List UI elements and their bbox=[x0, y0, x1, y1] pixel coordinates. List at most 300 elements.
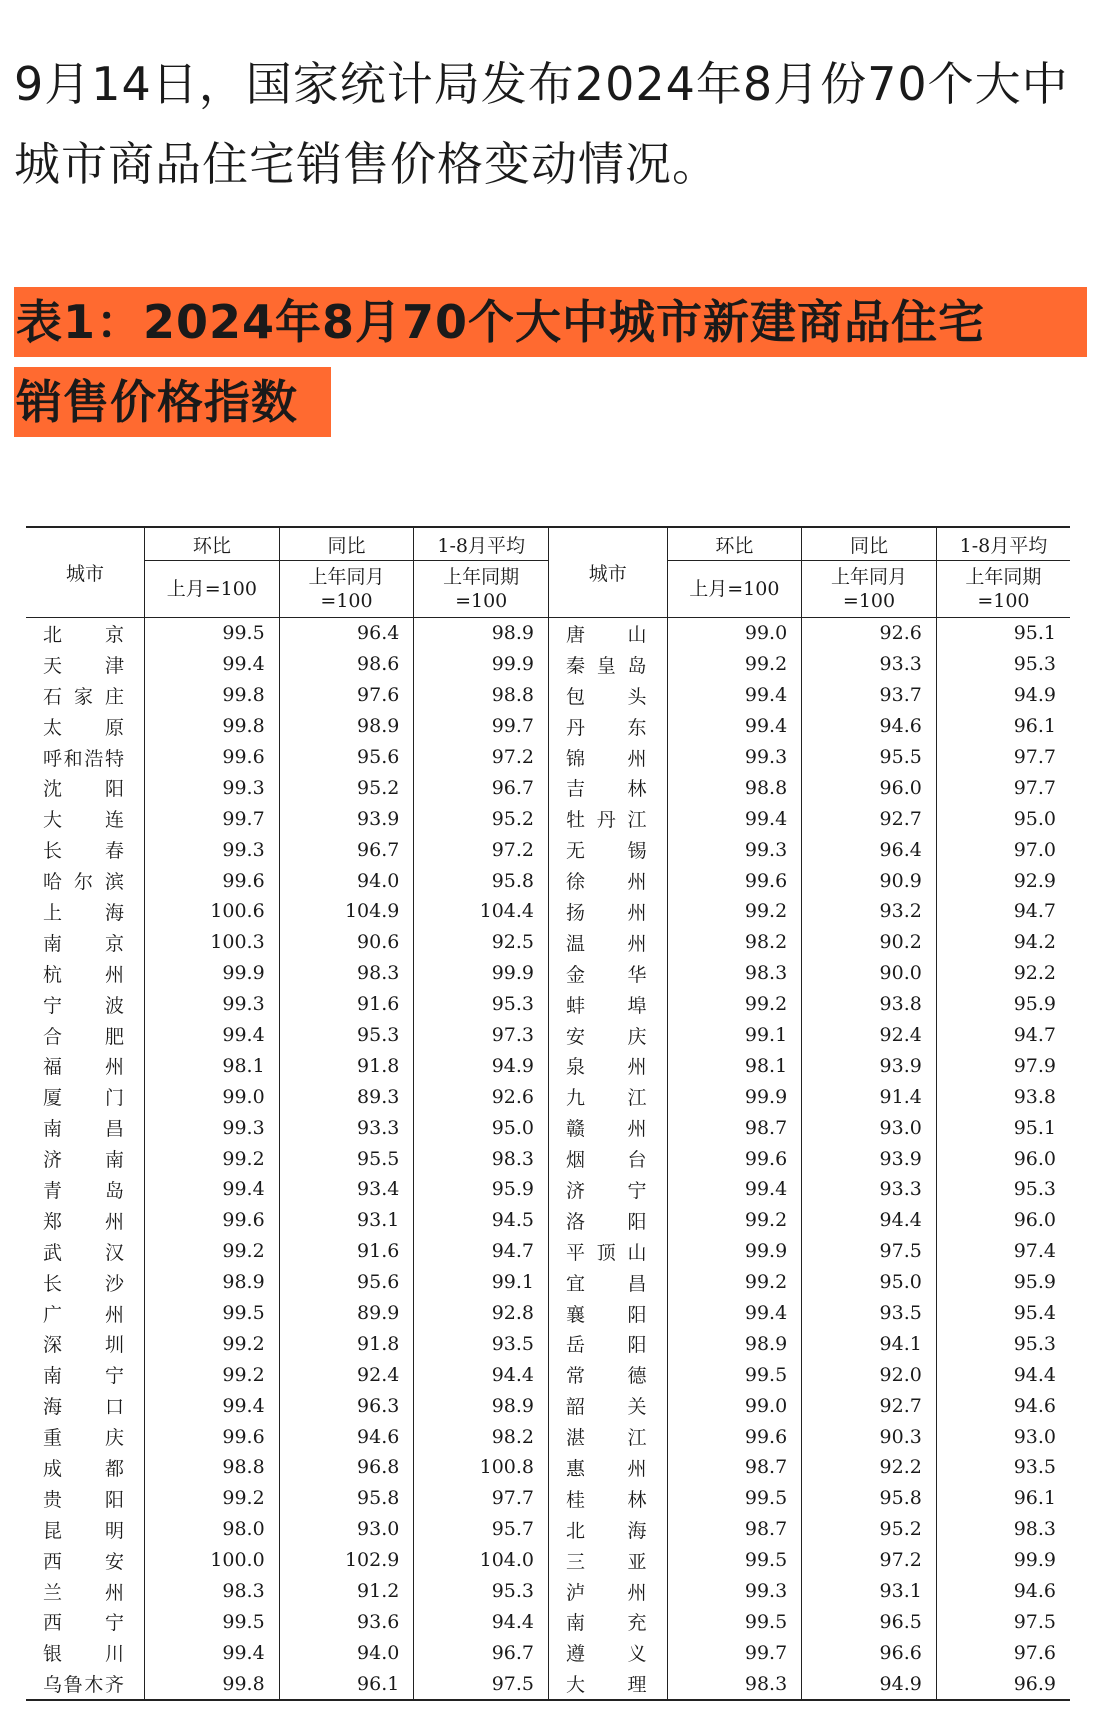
right-yoy-cell: 94.1 bbox=[802, 1328, 937, 1359]
right-mom-cell: 98.3 bbox=[667, 958, 802, 989]
left-avg-cell: 94.4 bbox=[414, 1607, 549, 1638]
left-city-cell: 深圳 bbox=[43, 1334, 124, 1357]
left-yoy-cell: 97.6 bbox=[279, 680, 414, 711]
right-avg-cell: 94.7 bbox=[936, 896, 1070, 927]
right-yoy-cell: 93.3 bbox=[802, 649, 937, 680]
avg-base-l1: 上年同期 bbox=[443, 566, 520, 588]
left-mom-cell: 99.7 bbox=[145, 803, 280, 834]
table-row bbox=[26, 1421, 1070, 1452]
right-yoy-cell: 93.9 bbox=[802, 1050, 937, 1081]
right-yoy-cell: 93.7 bbox=[802, 680, 937, 711]
right-yoy-cell: 95.5 bbox=[802, 742, 937, 773]
left-city-cell: 杭州 bbox=[43, 963, 124, 986]
right-avg-cell: 96.0 bbox=[936, 1205, 1070, 1236]
header-row-1 bbox=[26, 527, 1070, 561]
left-yoy-cell: 96.3 bbox=[279, 1390, 414, 1421]
left-avg-cell: 95.7 bbox=[414, 1514, 549, 1545]
right-avg-cell: 96.1 bbox=[936, 711, 1070, 742]
right-city-cell: 宜昌 bbox=[549, 1267, 668, 1298]
table-row bbox=[26, 1668, 1070, 1700]
right-avg-cell: 97.9 bbox=[936, 1050, 1070, 1081]
right-yoy-cell: 94.4 bbox=[802, 1205, 937, 1236]
left-city-cell: 合肥 bbox=[43, 1025, 124, 1048]
header-yoy-base-right bbox=[802, 561, 937, 618]
left-yoy-cell: 95.6 bbox=[279, 1267, 414, 1298]
left-mom-cell: 99.6 bbox=[145, 1205, 280, 1236]
right-city-cell: 牡丹江 bbox=[549, 803, 668, 834]
left-yoy-cell: 93.4 bbox=[279, 1174, 414, 1205]
right-city-cell: 吉林 bbox=[549, 772, 668, 803]
header-city-left: 城市 bbox=[26, 527, 145, 618]
right-city-cell: 包头 bbox=[549, 680, 668, 711]
left-city-cell: 北京 bbox=[43, 623, 124, 646]
right-mom-cell: 99.7 bbox=[667, 1637, 802, 1668]
right-avg-cell: 99.9 bbox=[936, 1545, 1070, 1576]
left-mom-cell: 100.0 bbox=[145, 1545, 280, 1576]
right-mom-cell: 98.7 bbox=[667, 1514, 802, 1545]
right-city-cell: 赣州 bbox=[549, 1112, 668, 1143]
right-yoy-cell: 94.6 bbox=[802, 711, 937, 742]
left-mom-cell: 98.3 bbox=[145, 1576, 280, 1607]
right-city-cell: 北海 bbox=[549, 1514, 668, 1545]
left-mom-cell: 99.0 bbox=[145, 1081, 280, 1112]
table-title-line-2: 销售价格指数 bbox=[14, 367, 331, 437]
left-city-cell: 银川 bbox=[43, 1643, 124, 1666]
right-mom-cell: 99.6 bbox=[667, 1143, 802, 1174]
left-yoy-cell: 96.1 bbox=[279, 1668, 414, 1700]
right-mom-cell: 99.3 bbox=[667, 834, 802, 865]
right-mom-cell: 99.2 bbox=[667, 1267, 802, 1298]
header-mom-base-left: 上月=100 bbox=[145, 561, 280, 618]
right-mom-cell: 98.7 bbox=[667, 1112, 802, 1143]
left-avg-cell: 94.4 bbox=[414, 1359, 549, 1390]
left-city-cell: 西安 bbox=[43, 1550, 124, 1573]
right-yoy-cell: 90.9 bbox=[802, 865, 937, 896]
avg-base-r2: =100 bbox=[977, 590, 1030, 612]
right-city-cell: 温州 bbox=[549, 927, 668, 958]
yoy-base-l1: 上年同月 bbox=[308, 566, 385, 588]
left-avg-cell: 95.2 bbox=[414, 803, 549, 834]
table-body bbox=[26, 618, 1070, 1701]
table-row bbox=[26, 989, 1070, 1020]
right-city-cell: 烟台 bbox=[549, 1143, 668, 1174]
left-avg-cell: 99.7 bbox=[414, 711, 549, 742]
right-avg-cell: 93.8 bbox=[936, 1081, 1070, 1112]
right-city-cell: 襄阳 bbox=[549, 1298, 668, 1329]
right-city-cell: 扬州 bbox=[549, 896, 668, 927]
left-yoy-cell: 90.6 bbox=[279, 927, 414, 958]
right-avg-cell: 97.5 bbox=[936, 1607, 1070, 1638]
left-yoy-cell: 93.0 bbox=[279, 1514, 414, 1545]
left-city-cell: 乌鲁木齐 bbox=[26, 1668, 145, 1700]
header-mom-left: 环比 bbox=[145, 527, 280, 561]
right-yoy-cell: 93.8 bbox=[802, 989, 937, 1020]
right-yoy-cell: 92.4 bbox=[802, 1020, 937, 1051]
left-mom-cell: 99.5 bbox=[145, 1298, 280, 1329]
left-mom-cell: 99.2 bbox=[145, 1328, 280, 1359]
right-avg-cell: 94.7 bbox=[936, 1020, 1070, 1051]
left-city-cell: 上海 bbox=[43, 901, 124, 924]
table-row bbox=[26, 865, 1070, 896]
right-avg-cell: 92.9 bbox=[936, 865, 1070, 896]
right-city-cell: 遵义 bbox=[549, 1637, 668, 1668]
table-row bbox=[26, 1390, 1070, 1421]
left-city-cell: 广州 bbox=[43, 1303, 124, 1326]
right-avg-cell: 94.2 bbox=[936, 927, 1070, 958]
left-avg-cell: 100.8 bbox=[414, 1452, 549, 1483]
table-row bbox=[26, 1545, 1070, 1576]
right-city-cell: 湛江 bbox=[549, 1421, 668, 1452]
header-row-2 bbox=[26, 561, 1070, 618]
header-avg-base-left bbox=[414, 561, 549, 618]
table-row bbox=[26, 711, 1070, 742]
left-city-cell: 长沙 bbox=[43, 1272, 124, 1295]
right-city-cell: 锦州 bbox=[549, 742, 668, 773]
left-avg-cell: 94.9 bbox=[414, 1050, 549, 1081]
right-avg-cell: 96.0 bbox=[936, 1143, 1070, 1174]
left-mom-cell: 100.3 bbox=[145, 927, 280, 958]
avg-base-l2: =100 bbox=[455, 590, 508, 612]
right-mom-cell: 99.4 bbox=[667, 711, 802, 742]
right-yoy-cell: 95.8 bbox=[802, 1483, 937, 1514]
left-avg-cell: 95.3 bbox=[414, 989, 549, 1020]
right-avg-cell: 96.9 bbox=[936, 1668, 1070, 1700]
left-city-cell: 呼和浩特 bbox=[43, 747, 124, 770]
right-city-cell: 大理 bbox=[549, 1668, 668, 1700]
left-mom-cell: 99.2 bbox=[145, 1359, 280, 1390]
right-mom-cell: 99.0 bbox=[667, 1390, 802, 1421]
right-city-cell: 安庆 bbox=[549, 1020, 668, 1051]
left-avg-cell: 94.5 bbox=[414, 1205, 549, 1236]
left-city-cell: 郑州 bbox=[43, 1210, 124, 1233]
left-mom-cell: 99.4 bbox=[145, 1174, 280, 1205]
left-city-cell: 石家庄 bbox=[43, 685, 124, 708]
right-city-cell: 惠州 bbox=[549, 1452, 668, 1483]
left-yoy-cell: 91.8 bbox=[279, 1050, 414, 1081]
right-yoy-cell: 90.2 bbox=[802, 927, 937, 958]
left-yoy-cell: 94.0 bbox=[279, 1637, 414, 1668]
right-yoy-cell: 93.5 bbox=[802, 1298, 937, 1329]
right-yoy-cell: 90.0 bbox=[802, 958, 937, 989]
left-yoy-cell: 94.6 bbox=[279, 1421, 414, 1452]
left-mom-cell: 99.2 bbox=[145, 1143, 280, 1174]
left-mom-cell: 99.6 bbox=[145, 742, 280, 773]
right-city-cell: 三亚 bbox=[549, 1545, 668, 1576]
left-city-cell: 青岛 bbox=[43, 1179, 124, 1202]
right-city-cell: 九江 bbox=[549, 1081, 668, 1112]
left-city-cell: 武汉 bbox=[43, 1241, 124, 1264]
table-row bbox=[26, 1081, 1070, 1112]
right-avg-cell: 97.6 bbox=[936, 1637, 1070, 1668]
left-yoy-cell: 91.6 bbox=[279, 1236, 414, 1267]
header-yoy-base-left bbox=[279, 561, 414, 618]
table-row bbox=[26, 896, 1070, 927]
price-index-table-wrapper bbox=[26, 526, 1070, 1701]
table-row bbox=[26, 1267, 1070, 1298]
price-index-table bbox=[26, 526, 1070, 1701]
left-avg-cell: 99.9 bbox=[414, 649, 549, 680]
right-mom-cell: 98.8 bbox=[667, 772, 802, 803]
right-mom-cell: 98.9 bbox=[667, 1328, 802, 1359]
right-mom-cell: 99.1 bbox=[667, 1020, 802, 1051]
avg-base-r1: 上年同期 bbox=[965, 566, 1042, 588]
left-mom-cell: 99.9 bbox=[145, 958, 280, 989]
left-avg-cell: 99.9 bbox=[414, 958, 549, 989]
right-avg-cell: 95.9 bbox=[936, 1267, 1070, 1298]
left-city-cell: 太原 bbox=[43, 716, 124, 739]
left-mom-cell: 99.4 bbox=[145, 1020, 280, 1051]
table-row bbox=[26, 1514, 1070, 1545]
table-row bbox=[26, 1174, 1070, 1205]
left-yoy-cell: 95.5 bbox=[279, 1143, 414, 1174]
right-yoy-cell: 92.7 bbox=[802, 1390, 937, 1421]
header-avg-right: 1-8月平均 bbox=[936, 527, 1070, 561]
table-title-line-1: 表1：2024年8月70个大中城市新建商品住宅 bbox=[14, 287, 1087, 357]
left-mom-cell: 99.8 bbox=[145, 1668, 280, 1700]
right-yoy-cell: 92.0 bbox=[802, 1359, 937, 1390]
right-yoy-cell: 96.5 bbox=[802, 1607, 937, 1638]
right-avg-cell: 97.0 bbox=[936, 834, 1070, 865]
table-row bbox=[26, 1020, 1070, 1051]
left-city-cell: 兰州 bbox=[43, 1581, 124, 1604]
table-row bbox=[26, 1112, 1070, 1143]
right-avg-cell: 92.2 bbox=[936, 958, 1070, 989]
left-yoy-cell: 89.9 bbox=[279, 1298, 414, 1329]
right-city-cell: 泉州 bbox=[549, 1050, 668, 1081]
left-avg-cell: 98.9 bbox=[414, 618, 549, 649]
right-city-cell: 洛阳 bbox=[549, 1205, 668, 1236]
right-city-cell: 无锡 bbox=[549, 834, 668, 865]
left-avg-cell: 92.6 bbox=[414, 1081, 549, 1112]
left-avg-cell: 95.0 bbox=[414, 1112, 549, 1143]
right-mom-cell: 99.2 bbox=[667, 649, 802, 680]
right-yoy-cell: 94.9 bbox=[802, 1668, 937, 1700]
left-city-cell: 南京 bbox=[43, 932, 124, 955]
left-yoy-cell: 93.6 bbox=[279, 1607, 414, 1638]
right-mom-cell: 99.0 bbox=[667, 618, 802, 649]
right-city-cell: 常德 bbox=[549, 1359, 668, 1390]
left-avg-cell: 92.5 bbox=[414, 927, 549, 958]
right-yoy-cell: 92.7 bbox=[802, 803, 937, 834]
left-yoy-cell: 96.7 bbox=[279, 834, 414, 865]
header-mom-right: 环比 bbox=[667, 527, 802, 561]
left-city-cell: 贵阳 bbox=[43, 1488, 124, 1511]
right-yoy-cell: 90.3 bbox=[802, 1421, 937, 1452]
right-yoy-cell: 93.2 bbox=[802, 896, 937, 927]
left-yoy-cell: 93.9 bbox=[279, 803, 414, 834]
right-city-cell: 徐州 bbox=[549, 865, 668, 896]
right-city-cell: 韶关 bbox=[549, 1390, 668, 1421]
right-avg-cell: 94.9 bbox=[936, 680, 1070, 711]
right-avg-cell: 95.9 bbox=[936, 989, 1070, 1020]
header-avg-base-right bbox=[936, 561, 1070, 618]
right-city-cell: 济宁 bbox=[549, 1174, 668, 1205]
right-avg-cell: 94.4 bbox=[936, 1359, 1070, 1390]
right-yoy-cell: 97.2 bbox=[802, 1545, 937, 1576]
right-mom-cell: 99.4 bbox=[667, 1174, 802, 1205]
left-avg-cell: 104.0 bbox=[414, 1545, 549, 1576]
left-city-cell: 西宁 bbox=[43, 1612, 124, 1635]
left-avg-cell: 96.7 bbox=[414, 1637, 549, 1668]
left-city-cell: 成都 bbox=[43, 1457, 124, 1480]
right-yoy-cell: 92.6 bbox=[802, 618, 937, 649]
right-avg-cell: 95.4 bbox=[936, 1298, 1070, 1329]
left-mom-cell: 99.8 bbox=[145, 680, 280, 711]
table-row bbox=[26, 649, 1070, 680]
left-city-cell: 哈尔滨 bbox=[43, 871, 124, 894]
table-row bbox=[26, 1483, 1070, 1514]
table-row bbox=[26, 1050, 1070, 1081]
right-avg-cell: 93.5 bbox=[936, 1452, 1070, 1483]
right-mom-cell: 99.5 bbox=[667, 1359, 802, 1390]
left-avg-cell: 95.9 bbox=[414, 1174, 549, 1205]
right-mom-cell: 99.6 bbox=[667, 1421, 802, 1452]
left-avg-cell: 97.5 bbox=[414, 1668, 549, 1700]
left-yoy-cell: 95.3 bbox=[279, 1020, 414, 1051]
right-mom-cell: 99.9 bbox=[667, 1236, 802, 1267]
left-yoy-cell: 98.3 bbox=[279, 958, 414, 989]
left-mom-cell: 98.9 bbox=[145, 1267, 280, 1298]
table-row bbox=[26, 1236, 1070, 1267]
left-city-cell: 昆明 bbox=[43, 1519, 124, 1542]
left-avg-cell: 97.3 bbox=[414, 1020, 549, 1051]
right-mom-cell: 99.9 bbox=[667, 1081, 802, 1112]
right-avg-cell: 96.1 bbox=[936, 1483, 1070, 1514]
left-yoy-cell: 95.6 bbox=[279, 742, 414, 773]
table-row bbox=[26, 772, 1070, 803]
table-row bbox=[26, 1359, 1070, 1390]
right-avg-cell: 94.6 bbox=[936, 1390, 1070, 1421]
yoy-base-l2: =100 bbox=[320, 590, 373, 612]
right-yoy-cell: 96.0 bbox=[802, 772, 937, 803]
right-mom-cell: 99.4 bbox=[667, 803, 802, 834]
right-avg-cell: 94.6 bbox=[936, 1576, 1070, 1607]
left-mom-cell: 99.4 bbox=[145, 649, 280, 680]
table-row bbox=[26, 1607, 1070, 1638]
right-avg-cell: 93.0 bbox=[936, 1421, 1070, 1452]
right-mom-cell: 99.6 bbox=[667, 865, 802, 896]
right-city-cell: 平顶山 bbox=[549, 1236, 668, 1267]
left-mom-cell: 99.4 bbox=[145, 1637, 280, 1668]
right-mom-cell: 99.5 bbox=[667, 1545, 802, 1576]
right-mom-cell: 99.4 bbox=[667, 1298, 802, 1329]
left-yoy-cell: 94.0 bbox=[279, 865, 414, 896]
right-avg-cell: 97.7 bbox=[936, 772, 1070, 803]
header-yoy-left: 同比 bbox=[279, 527, 414, 561]
left-avg-cell: 98.2 bbox=[414, 1421, 549, 1452]
right-yoy-cell: 96.6 bbox=[802, 1637, 937, 1668]
left-mom-cell: 99.2 bbox=[145, 1483, 280, 1514]
right-avg-cell: 95.3 bbox=[936, 1174, 1070, 1205]
left-city-cell: 长春 bbox=[43, 840, 124, 863]
left-city-cell: 福州 bbox=[43, 1056, 124, 1079]
left-avg-cell: 97.2 bbox=[414, 834, 549, 865]
left-mom-cell: 98.8 bbox=[145, 1452, 280, 1483]
left-avg-cell: 95.8 bbox=[414, 865, 549, 896]
left-city-cell: 厦门 bbox=[43, 1087, 124, 1110]
right-mom-cell: 99.2 bbox=[667, 1205, 802, 1236]
table-row bbox=[26, 1143, 1070, 1174]
right-yoy-cell: 97.5 bbox=[802, 1236, 937, 1267]
table-row bbox=[26, 1637, 1070, 1668]
yoy-base-r2: =100 bbox=[842, 590, 896, 612]
right-mom-cell: 99.3 bbox=[667, 742, 802, 773]
right-city-cell: 唐山 bbox=[549, 618, 668, 649]
right-city-cell: 南充 bbox=[549, 1607, 668, 1638]
left-yoy-cell: 95.2 bbox=[279, 772, 414, 803]
right-mom-cell: 98.2 bbox=[667, 927, 802, 958]
left-yoy-cell: 91.2 bbox=[279, 1576, 414, 1607]
left-mom-cell: 99.3 bbox=[145, 772, 280, 803]
right-yoy-cell: 96.4 bbox=[802, 834, 937, 865]
left-avg-cell: 98.9 bbox=[414, 1390, 549, 1421]
header-yoy-right: 同比 bbox=[802, 527, 937, 561]
left-yoy-cell: 98.9 bbox=[279, 711, 414, 742]
left-mom-cell: 99.3 bbox=[145, 1112, 280, 1143]
left-avg-cell: 104.4 bbox=[414, 896, 549, 927]
right-mom-cell: 98.7 bbox=[667, 1452, 802, 1483]
table-row bbox=[26, 1452, 1070, 1483]
right-mom-cell: 99.2 bbox=[667, 989, 802, 1020]
left-mom-cell: 99.6 bbox=[145, 1421, 280, 1452]
left-yoy-cell: 91.6 bbox=[279, 989, 414, 1020]
left-avg-cell: 94.7 bbox=[414, 1236, 549, 1267]
right-avg-cell: 95.1 bbox=[936, 618, 1070, 649]
right-mom-cell: 99.2 bbox=[667, 896, 802, 927]
right-yoy-cell: 91.4 bbox=[802, 1081, 937, 1112]
left-city-cell: 沈阳 bbox=[43, 778, 124, 801]
left-city-cell: 南昌 bbox=[43, 1118, 124, 1141]
right-mom-cell: 98.1 bbox=[667, 1050, 802, 1081]
left-mom-cell: 99.8 bbox=[145, 711, 280, 742]
table-row bbox=[26, 834, 1070, 865]
left-mom-cell: 99.2 bbox=[145, 1236, 280, 1267]
right-yoy-cell: 93.1 bbox=[802, 1576, 937, 1607]
right-avg-cell: 98.3 bbox=[936, 1514, 1070, 1545]
left-yoy-cell: 96.8 bbox=[279, 1452, 414, 1483]
table-row bbox=[26, 1576, 1070, 1607]
left-mom-cell: 99.5 bbox=[145, 618, 280, 649]
right-city-cell: 丹东 bbox=[549, 711, 668, 742]
right-city-cell: 秦皇岛 bbox=[549, 649, 668, 680]
right-city-cell: 桂林 bbox=[549, 1483, 668, 1514]
right-yoy-cell: 93.0 bbox=[802, 1112, 937, 1143]
left-mom-cell: 98.0 bbox=[145, 1514, 280, 1545]
left-mom-cell: 100.6 bbox=[145, 896, 280, 927]
right-avg-cell: 97.7 bbox=[936, 742, 1070, 773]
left-yoy-cell: 93.3 bbox=[279, 1112, 414, 1143]
left-city-cell: 宁波 bbox=[43, 994, 124, 1017]
right-yoy-cell: 95.0 bbox=[802, 1267, 937, 1298]
header-avg-left: 1-8月平均 bbox=[414, 527, 549, 561]
right-city-cell: 岳阳 bbox=[549, 1328, 668, 1359]
header-mom-base-right: 上月=100 bbox=[667, 561, 802, 618]
table-row bbox=[26, 1205, 1070, 1236]
left-yoy-cell: 102.9 bbox=[279, 1545, 414, 1576]
right-mom-cell: 99.3 bbox=[667, 1576, 802, 1607]
left-avg-cell: 99.1 bbox=[414, 1267, 549, 1298]
table-row bbox=[26, 1328, 1070, 1359]
left-mom-cell: 98.1 bbox=[145, 1050, 280, 1081]
left-mom-cell: 99.5 bbox=[145, 1607, 280, 1638]
table-row bbox=[26, 1298, 1070, 1329]
table-row bbox=[26, 803, 1070, 834]
left-yoy-cell: 96.4 bbox=[279, 618, 414, 649]
left-city-cell: 济南 bbox=[43, 1149, 124, 1172]
left-city-cell: 海口 bbox=[43, 1396, 124, 1419]
table-row bbox=[26, 927, 1070, 958]
right-avg-cell: 95.3 bbox=[936, 1328, 1070, 1359]
